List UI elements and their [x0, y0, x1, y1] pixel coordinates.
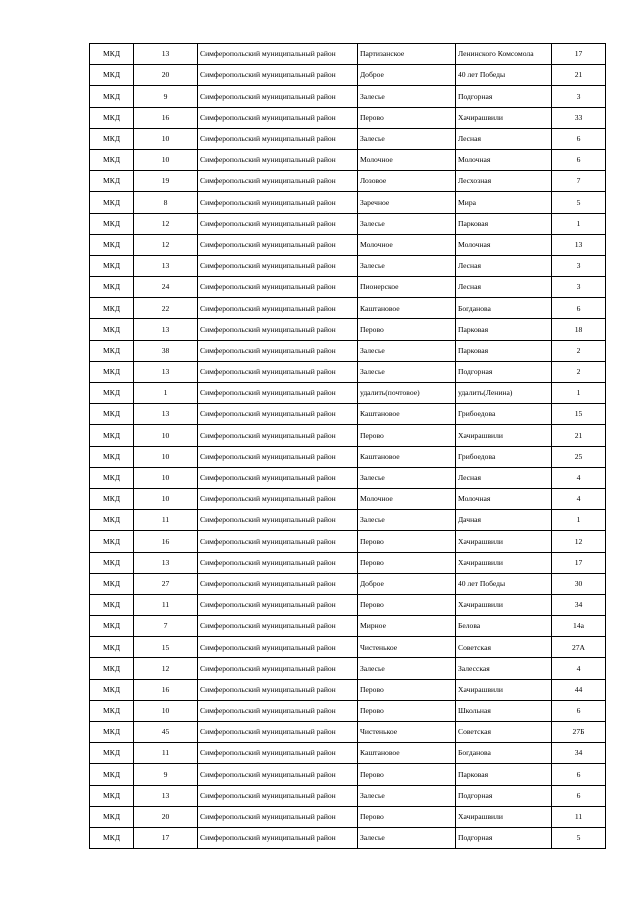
number-cell: 10	[134, 128, 198, 149]
district-cell: Симферопольский муниципальный район	[198, 700, 358, 721]
house-number-cell: 34	[552, 743, 606, 764]
building-type-cell: МКД	[90, 404, 134, 425]
house-number-cell: 6	[552, 128, 606, 149]
number-cell: 12	[134, 658, 198, 679]
house-number-cell: 25	[552, 446, 606, 467]
district-cell: Симферопольский муниципальный район	[198, 404, 358, 425]
number-cell: 13	[134, 319, 198, 340]
building-type-cell: МКД	[90, 44, 134, 65]
district-cell: Симферопольский муниципальный район	[198, 44, 358, 65]
settlement-cell: Перово	[358, 594, 456, 615]
table-row	[90, 573, 606, 594]
number-cell: 16	[134, 531, 198, 552]
table-row	[90, 86, 606, 107]
house-number-cell: 14а	[552, 616, 606, 637]
building-type-cell: МКД	[90, 319, 134, 340]
building-type-cell: МКД	[90, 107, 134, 128]
building-type-cell: МКД	[90, 510, 134, 531]
district-cell: Симферопольский муниципальный район	[198, 107, 358, 128]
building-type-cell: МКД	[90, 128, 134, 149]
table-row	[90, 827, 606, 848]
table-row	[90, 319, 606, 340]
settlement-cell: Залесье	[358, 785, 456, 806]
settlement-cell: Каштановое	[358, 743, 456, 764]
building-type-cell: МКД	[90, 700, 134, 721]
table-row	[90, 255, 606, 276]
district-cell: Симферопольский муниципальный район	[198, 213, 358, 234]
house-number-cell: 27Б	[552, 722, 606, 743]
settlement-cell: удалить(почтовое)	[358, 383, 456, 404]
house-number-cell: 1	[552, 510, 606, 531]
district-cell: Симферопольский муниципальный район	[198, 594, 358, 615]
district-cell: Симферопольский муниципальный район	[198, 827, 358, 848]
table-row	[90, 764, 606, 785]
district-cell: Симферопольский муниципальный район	[198, 149, 358, 170]
table-row	[90, 361, 606, 382]
street-cell: Лесная	[456, 277, 552, 298]
number-cell: 10	[134, 149, 198, 170]
street-cell: Хачирашвили	[456, 806, 552, 827]
street-cell: Советская	[456, 722, 552, 743]
number-cell: 10	[134, 467, 198, 488]
street-cell: Подгорная	[456, 827, 552, 848]
table-row	[90, 531, 606, 552]
house-number-cell: 15	[552, 404, 606, 425]
street-cell: Молочная	[456, 488, 552, 509]
house-number-cell: 17	[552, 552, 606, 573]
district-cell: Симферопольский муниципальный район	[198, 65, 358, 86]
table-row	[90, 594, 606, 615]
settlement-cell: Перово	[358, 531, 456, 552]
street-cell: Хачирашвили	[456, 679, 552, 700]
settlement-cell: Чистенькое	[358, 722, 456, 743]
settlement-cell: Доброе	[358, 573, 456, 594]
number-cell: 12	[134, 234, 198, 255]
settlement-cell: Каштановое	[358, 404, 456, 425]
table-row	[90, 467, 606, 488]
settlement-cell: Лозовое	[358, 171, 456, 192]
table-row	[90, 785, 606, 806]
building-type-cell: МКД	[90, 764, 134, 785]
table-row	[90, 637, 606, 658]
district-cell: Симферопольский муниципальный район	[198, 679, 358, 700]
number-cell: 13	[134, 361, 198, 382]
settlement-cell: Чистенькое	[358, 637, 456, 658]
house-number-cell: 17	[552, 44, 606, 65]
number-cell: 17	[134, 827, 198, 848]
district-cell: Симферопольский муниципальный район	[198, 383, 358, 404]
settlement-cell: Партизанское	[358, 44, 456, 65]
district-cell: Симферопольский муниципальный район	[198, 298, 358, 319]
street-cell: Хачирашвили	[456, 552, 552, 573]
street-cell: Хачирашвили	[456, 107, 552, 128]
house-number-cell: 4	[552, 658, 606, 679]
district-cell: Симферопольский муниципальный район	[198, 128, 358, 149]
house-number-cell: 12	[552, 531, 606, 552]
building-type-cell: МКД	[90, 425, 134, 446]
house-number-cell: 7	[552, 171, 606, 192]
table-row	[90, 446, 606, 467]
number-cell: 22	[134, 298, 198, 319]
building-type-cell: МКД	[90, 149, 134, 170]
building-type-cell: МКД	[90, 446, 134, 467]
district-cell: Симферопольский муниципальный район	[198, 743, 358, 764]
street-cell: Молочная	[456, 149, 552, 170]
house-number-cell: 6	[552, 298, 606, 319]
house-number-cell: 21	[552, 65, 606, 86]
table-row	[90, 65, 606, 86]
street-cell: Ленинского Комсомола	[456, 44, 552, 65]
district-cell: Симферопольский муниципальный район	[198, 531, 358, 552]
building-type-cell: МКД	[90, 616, 134, 637]
house-number-cell: 21	[552, 425, 606, 446]
street-cell: 40 лет Победы	[456, 573, 552, 594]
settlement-cell: Пионерское	[358, 277, 456, 298]
house-number-cell: 6	[552, 149, 606, 170]
district-cell: Симферопольский муниципальный район	[198, 446, 358, 467]
house-number-cell: 4	[552, 488, 606, 509]
number-cell: 27	[134, 573, 198, 594]
building-type-cell: МКД	[90, 192, 134, 213]
settlement-cell: Перово	[358, 679, 456, 700]
table-row	[90, 340, 606, 361]
district-cell: Симферопольский муниципальный район	[198, 722, 358, 743]
house-number-cell: 33	[552, 107, 606, 128]
number-cell: 20	[134, 806, 198, 827]
table-row	[90, 658, 606, 679]
table-row	[90, 149, 606, 170]
number-cell: 10	[134, 488, 198, 509]
street-cell: Грибоедова	[456, 404, 552, 425]
district-cell: Симферопольский муниципальный район	[198, 573, 358, 594]
house-number-cell: 5	[552, 827, 606, 848]
settlement-cell: Молочное	[358, 149, 456, 170]
settlement-cell: Молочное	[358, 488, 456, 509]
street-cell: Молочная	[456, 234, 552, 255]
settlement-cell: Перово	[358, 107, 456, 128]
table-row	[90, 700, 606, 721]
street-cell: Школьная	[456, 700, 552, 721]
number-cell: 13	[134, 404, 198, 425]
number-cell: 20	[134, 65, 198, 86]
settlement-cell: Залесье	[358, 128, 456, 149]
building-type-cell: МКД	[90, 722, 134, 743]
street-cell: Богданова	[456, 298, 552, 319]
street-cell: Лесхозная	[456, 171, 552, 192]
street-cell: Хачирашвили	[456, 425, 552, 446]
house-number-cell: 2	[552, 361, 606, 382]
number-cell: 16	[134, 679, 198, 700]
district-cell: Симферопольский муниципальный район	[198, 340, 358, 361]
street-cell: Лесная	[456, 128, 552, 149]
settlement-cell: Залесье	[358, 255, 456, 276]
table-row	[90, 743, 606, 764]
building-type-cell: МКД	[90, 467, 134, 488]
building-type-cell: МКД	[90, 383, 134, 404]
street-cell: Залесская	[456, 658, 552, 679]
settlement-cell: Перово	[358, 700, 456, 721]
number-cell: 45	[134, 722, 198, 743]
street-cell: Богданова	[456, 743, 552, 764]
district-cell: Симферопольский муниципальный район	[198, 234, 358, 255]
number-cell: 13	[134, 785, 198, 806]
street-cell: Хачирашвили	[456, 531, 552, 552]
number-cell: 16	[134, 107, 198, 128]
district-cell: Симферопольский муниципальный район	[198, 425, 358, 446]
number-cell: 9	[134, 86, 198, 107]
street-cell: Парковая	[456, 340, 552, 361]
table-row	[90, 44, 606, 65]
settlement-cell: Каштановое	[358, 446, 456, 467]
house-number-cell: 44	[552, 679, 606, 700]
table-row	[90, 383, 606, 404]
table-row	[90, 722, 606, 743]
building-type-cell: МКД	[90, 785, 134, 806]
table-row	[90, 425, 606, 446]
settlement-cell: Залесье	[358, 467, 456, 488]
street-cell: Грибоедова	[456, 446, 552, 467]
number-cell: 10	[134, 446, 198, 467]
house-number-cell: 4	[552, 467, 606, 488]
settlement-cell: Заречное	[358, 192, 456, 213]
number-cell: 13	[134, 255, 198, 276]
settlement-cell: Залесье	[358, 510, 456, 531]
housing-table-body	[90, 44, 606, 849]
house-number-cell: 1	[552, 213, 606, 234]
settlement-cell: Залесье	[358, 827, 456, 848]
table-row	[90, 192, 606, 213]
building-type-cell: МКД	[90, 234, 134, 255]
number-cell: 8	[134, 192, 198, 213]
number-cell: 11	[134, 743, 198, 764]
settlement-cell: Перово	[358, 552, 456, 573]
district-cell: Симферопольский муниципальный район	[198, 361, 358, 382]
building-type-cell: МКД	[90, 637, 134, 658]
number-cell: 7	[134, 616, 198, 637]
housing-table	[89, 43, 606, 849]
street-cell: Парковая	[456, 764, 552, 785]
street-cell: Подгорная	[456, 361, 552, 382]
building-type-cell: МКД	[90, 827, 134, 848]
building-type-cell: МКД	[90, 255, 134, 276]
table-row	[90, 510, 606, 531]
number-cell: 24	[134, 277, 198, 298]
house-number-cell: 6	[552, 700, 606, 721]
street-cell: 40 лет Победы	[456, 65, 552, 86]
building-type-cell: МКД	[90, 86, 134, 107]
house-number-cell: 18	[552, 319, 606, 340]
table-row	[90, 171, 606, 192]
settlement-cell: Перово	[358, 319, 456, 340]
table-row	[90, 213, 606, 234]
house-number-cell: 34	[552, 594, 606, 615]
settlement-cell: Перово	[358, 764, 456, 785]
district-cell: Симферопольский муниципальный район	[198, 255, 358, 276]
house-number-cell: 3	[552, 255, 606, 276]
building-type-cell: МКД	[90, 679, 134, 700]
settlement-cell: Залесье	[358, 340, 456, 361]
number-cell: 1	[134, 383, 198, 404]
number-cell: 12	[134, 213, 198, 234]
district-cell: Симферопольский муниципальный район	[198, 467, 358, 488]
number-cell: 13	[134, 44, 198, 65]
table-row	[90, 277, 606, 298]
house-number-cell: 30	[552, 573, 606, 594]
district-cell: Симферопольский муниципальный район	[198, 616, 358, 637]
settlement-cell: Каштановое	[358, 298, 456, 319]
settlement-cell: Залесье	[358, 213, 456, 234]
district-cell: Симферопольский муниципальный район	[198, 192, 358, 213]
house-number-cell: 6	[552, 764, 606, 785]
table-row	[90, 107, 606, 128]
table-row	[90, 298, 606, 319]
house-number-cell: 3	[552, 277, 606, 298]
building-type-cell: МКД	[90, 743, 134, 764]
number-cell: 9	[134, 764, 198, 785]
building-type-cell: МКД	[90, 488, 134, 509]
table-row	[90, 552, 606, 573]
street-cell: Парковая	[456, 319, 552, 340]
street-cell: Советская	[456, 637, 552, 658]
district-cell: Симферопольский муниципальный район	[198, 785, 358, 806]
table-row	[90, 806, 606, 827]
table-row	[90, 234, 606, 255]
district-cell: Симферопольский муниципальный район	[198, 171, 358, 192]
district-cell: Симферопольский муниципальный район	[198, 764, 358, 785]
table-row	[90, 404, 606, 425]
house-number-cell: 5	[552, 192, 606, 213]
number-cell: 38	[134, 340, 198, 361]
building-type-cell: МКД	[90, 213, 134, 234]
street-cell: удалить(Ленина)	[456, 383, 552, 404]
street-cell: Дачная	[456, 510, 552, 531]
settlement-cell: Доброе	[358, 65, 456, 86]
settlement-cell: Молочное	[358, 234, 456, 255]
building-type-cell: МКД	[90, 298, 134, 319]
street-cell: Подгорная	[456, 86, 552, 107]
district-cell: Симферопольский муниципальный район	[198, 658, 358, 679]
number-cell: 11	[134, 594, 198, 615]
settlement-cell: Залесье	[358, 658, 456, 679]
house-number-cell: 11	[552, 806, 606, 827]
table-row	[90, 616, 606, 637]
building-type-cell: МКД	[90, 531, 134, 552]
building-type-cell: МКД	[90, 552, 134, 573]
number-cell: 15	[134, 637, 198, 658]
house-number-cell: 2	[552, 340, 606, 361]
settlement-cell: Перово	[358, 806, 456, 827]
building-type-cell: МКД	[90, 340, 134, 361]
building-type-cell: МКД	[90, 171, 134, 192]
district-cell: Симферопольский муниципальный район	[198, 552, 358, 573]
district-cell: Симферопольский муниципальный район	[198, 86, 358, 107]
building-type-cell: МКД	[90, 806, 134, 827]
number-cell: 10	[134, 425, 198, 446]
building-type-cell: МКД	[90, 65, 134, 86]
street-cell: Лесная	[456, 467, 552, 488]
street-cell: Хачирашвили	[456, 594, 552, 615]
street-cell: Подгорная	[456, 785, 552, 806]
building-type-cell: МКД	[90, 594, 134, 615]
table-row	[90, 488, 606, 509]
number-cell: 10	[134, 700, 198, 721]
number-cell: 13	[134, 552, 198, 573]
number-cell: 19	[134, 171, 198, 192]
building-type-cell: МКД	[90, 277, 134, 298]
district-cell: Симферопольский муниципальный район	[198, 806, 358, 827]
house-number-cell: 27А	[552, 637, 606, 658]
building-type-cell: МКД	[90, 573, 134, 594]
table-row	[90, 128, 606, 149]
building-type-cell: МКД	[90, 361, 134, 382]
street-cell: Лесная	[456, 255, 552, 276]
street-cell: Парковая	[456, 213, 552, 234]
district-cell: Симферопольский муниципальный район	[198, 510, 358, 531]
house-number-cell: 3	[552, 86, 606, 107]
house-number-cell: 13	[552, 234, 606, 255]
settlement-cell: Залесье	[358, 86, 456, 107]
house-number-cell: 6	[552, 785, 606, 806]
number-cell: 11	[134, 510, 198, 531]
settlement-cell: Залесье	[358, 361, 456, 382]
table-row	[90, 679, 606, 700]
district-cell: Симферопольский муниципальный район	[198, 277, 358, 298]
street-cell: Мира	[456, 192, 552, 213]
building-type-cell: МКД	[90, 658, 134, 679]
settlement-cell: Перово	[358, 425, 456, 446]
settlement-cell: Мирное	[358, 616, 456, 637]
district-cell: Симферопольский муниципальный район	[198, 637, 358, 658]
district-cell: Симферопольский муниципальный район	[198, 488, 358, 509]
district-cell: Симферопольский муниципальный район	[198, 319, 358, 340]
house-number-cell: 1	[552, 383, 606, 404]
street-cell: Белова	[456, 616, 552, 637]
